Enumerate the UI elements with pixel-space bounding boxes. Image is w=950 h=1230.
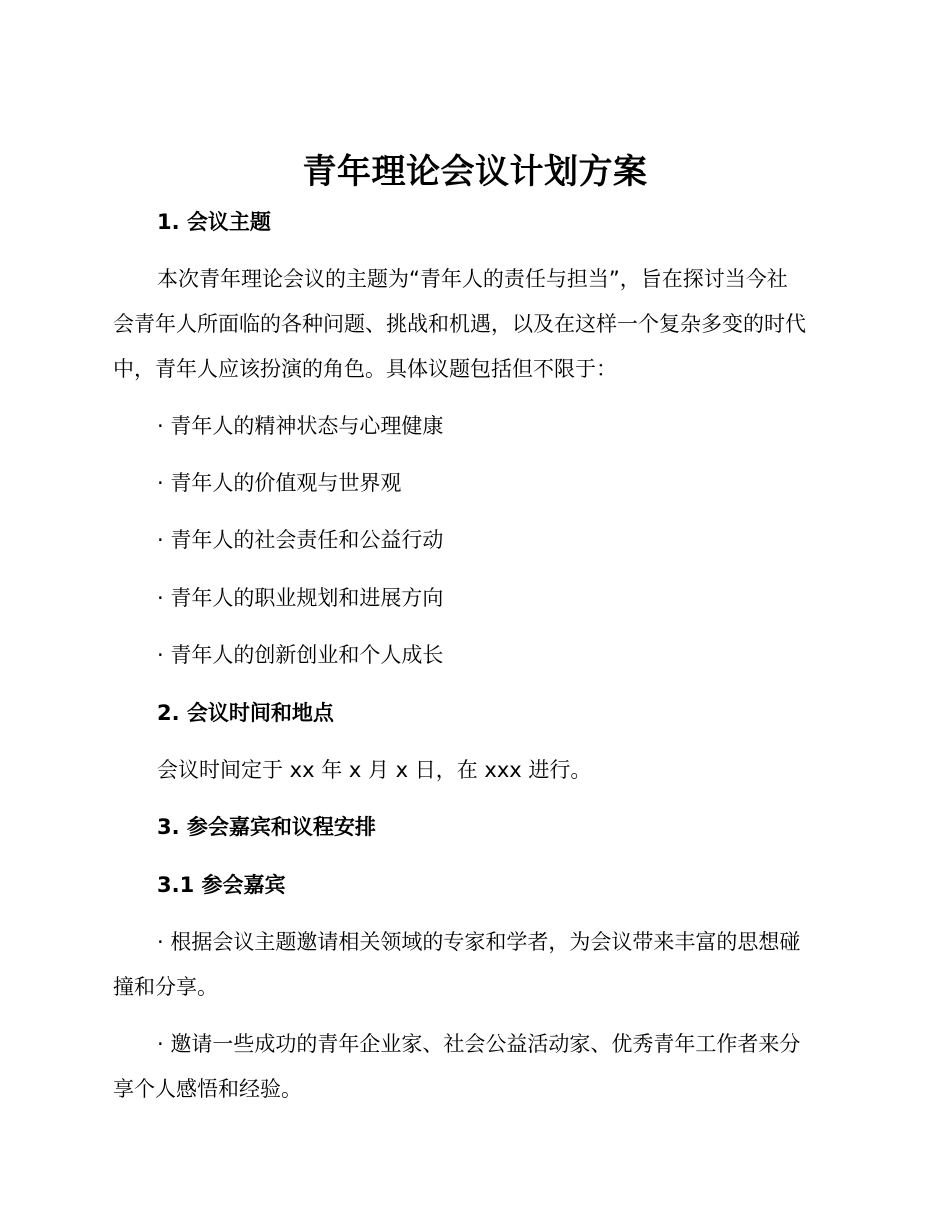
guest-item-2-line-2: 享个人感悟和经验。 xyxy=(113,1077,302,1101)
guest-item-1-line-2: 撞和分享。 xyxy=(113,975,218,999)
topic-list-item: · 青年人的创新创业和个人成长 xyxy=(157,643,444,667)
section-2-text: 会议时间定于 xx 年 x 月 x 日，在 xxx 进行。 xyxy=(157,758,592,782)
topic-list-item: · 青年人的精神状态与心理健康 xyxy=(157,414,444,438)
document-title: 青年理论会议计划方案 xyxy=(302,152,648,192)
section-1-paragraph-line-2: 会青年人所面临的各种问题、挑战和机遇，以及在这样一个复杂多变的时代 xyxy=(113,312,806,336)
guest-item-2-line-1: · 邀请一些成功的青年企业家、社会公益活动家、优秀青年工作者来分 xyxy=(157,1032,801,1056)
topic-list-item: · 青年人的职业规划和进展方向 xyxy=(157,586,444,610)
topic-list-item: · 青年人的社会责任和公益行动 xyxy=(157,528,444,552)
guest-item-1-line-1: · 根据会议主题邀请相关领域的专家和学者，为会议带来丰富的思想碰 xyxy=(157,930,801,954)
section-2-heading: 2. 会议时间和地点 xyxy=(157,701,334,725)
section-1-paragraph-line-1: 本次青年理论会议的主题为“青年人的责任与担当”，旨在探讨当今社 xyxy=(157,267,788,291)
section-3-1-heading: 3.1 参会嘉宾 xyxy=(157,873,286,897)
section-1-heading: 1. 会议主题 xyxy=(157,210,271,234)
section-1-paragraph-line-3: 中，青年人应该扮演的角色。具体议题包括但不限于： xyxy=(113,357,617,381)
section-3-heading: 3. 参会嘉宾和议程安排 xyxy=(157,815,376,839)
topic-list-item: · 青年人的价值观与世界观 xyxy=(157,471,402,495)
